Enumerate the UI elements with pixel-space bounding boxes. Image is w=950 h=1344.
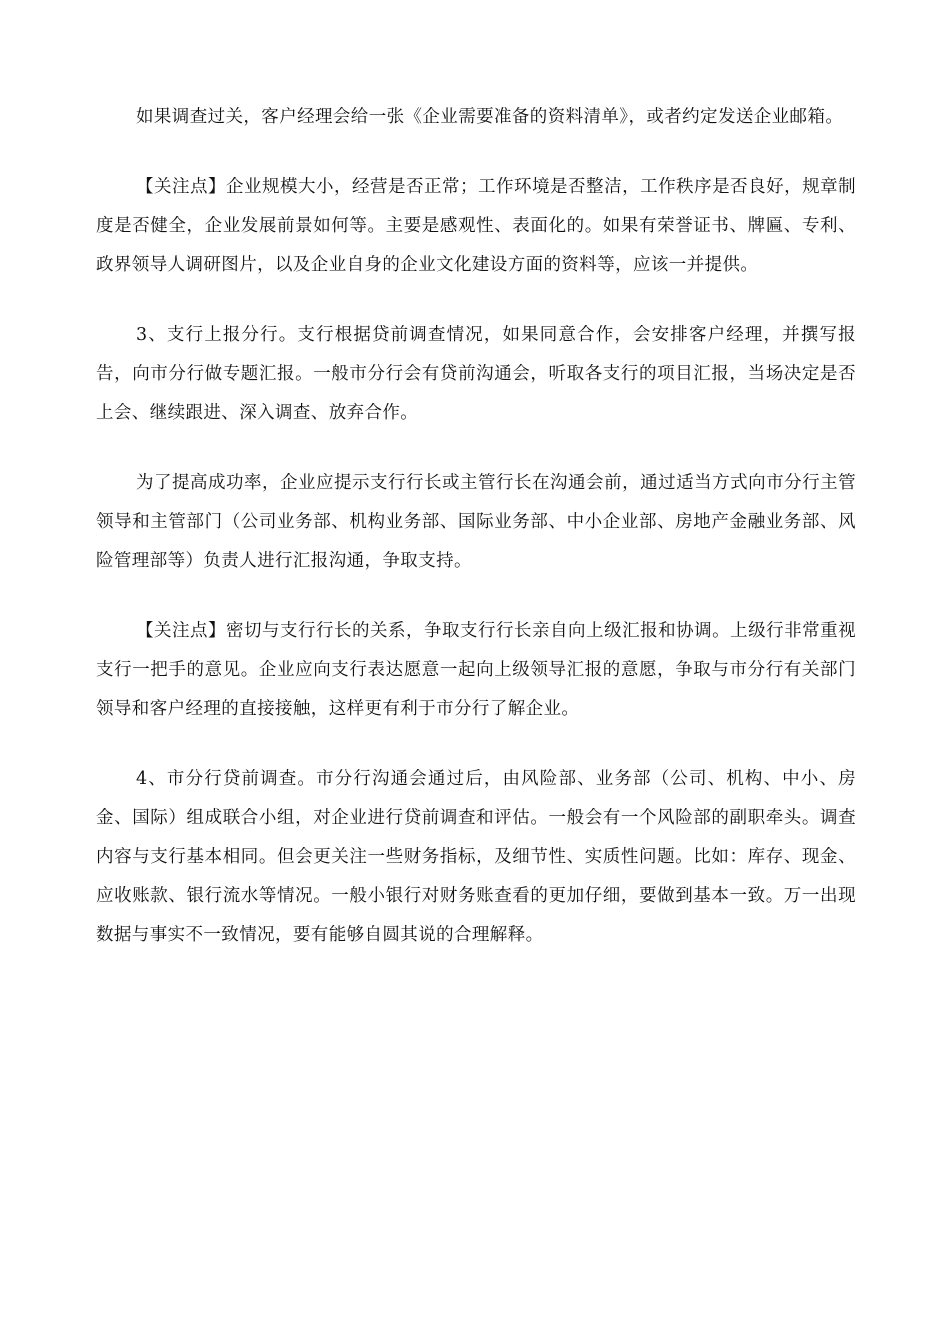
paragraph-focus-point-enterprise: 【关注点】企业规模大小，经营是否正常；工作环境是否整洁，工作秩序是否良好，规章制度是否健全，企业发展前景如何等。主要是感观性、表面化的。如果有荣誉证书、牌匾、专利、政界领导人调研图片，以及企业自身的企业文化建设方面的资料等，应该一并提供。 bbox=[96, 177, 856, 275]
paragraph-materials-list: 如果调查过关，客户经理会给一张《企业需要准备的资料清单》，或者约定发送企业邮箱。 bbox=[136, 107, 844, 127]
paragraph-success-rate: 为了提高成功率，企业应提示支行行长或主管行长在沟通会前，通过适当方式向市分行主管领导和主管部门（公司业务部、机构业务部、国际业务部、中小企业部、房地产金融业务部、风险管理部等）负责人进行汇报沟通，争取支持。 bbox=[96, 473, 856, 571]
paragraph-city-branch-investigation: 4、市分行贷前调查。市分行沟通会通过后，由风险部、业务部（公司、机构、中小、房金、国际）组成联合小组，对企业进行贷前调查和评估。一般会有一个风险部的副职牵头。调查内容与支行基本相同。但会更关注一些财务指标，及细节性、实质性问题。比如：库存、现金、应收账款、银行流水等情况。一般小银行对财务账查看的更加仔细，要做到基本一致。万一出现数据与事实不一致情况，要有能够自圆其说的合理解释。 bbox=[96, 769, 856, 945]
document-body bbox=[96, 98, 856, 986]
paragraph-branch-report: 3、支行上报分行。支行根据贷前调查情况，如果同意合作，会安排客户经理，并撰写报告，向市分行做专题汇报。一般市分行会有贷前沟通会，听取各支行的项目汇报，当场决定是否上会、继续跟进、深入调查、放弃合作。 bbox=[96, 325, 856, 423]
paragraph-focus-point-branch-head: 【关注点】密切与支行行长的关系，争取支行行长亲自向上级汇报和协调。上级行非常重视支行一把手的意见。企业应向支行表达愿意一起向上级领导汇报的意愿，争取与市分行有关部门领导和客户经理的直接接触，这样更有利于市分行了解企业。 bbox=[96, 621, 856, 719]
